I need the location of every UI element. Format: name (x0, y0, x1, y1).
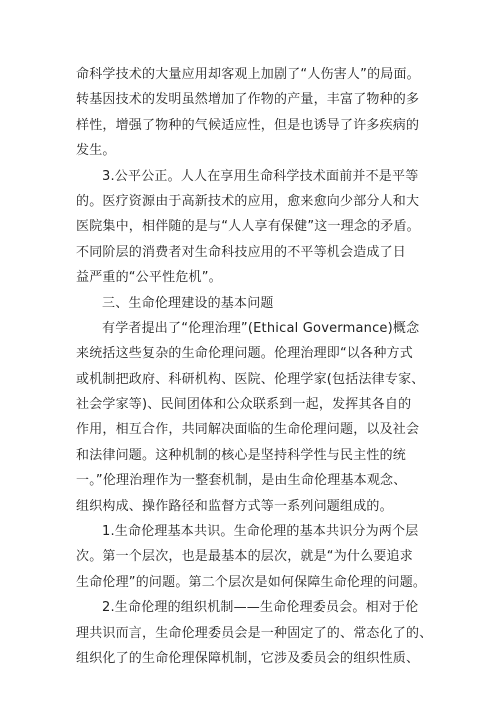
text-line: 来统括这些复杂的生命伦理问题。伦理治理即“以各种方式 (76, 346, 413, 362)
text-line: 组织化了的生命伦理保障机制，它涉及委员会的组织性质、 (76, 650, 420, 666)
paragraph-heading-fairness: 3.公平公正。人人在享用生命科学技术面前并不是平等 (102, 168, 419, 184)
text-line: 样性，增强了物种的气候适应性，但是也诱导了许多疾病的 (76, 117, 420, 133)
text-line: 生命伦理”的问题。第二个层次是如何保障生命伦理的问题。 (76, 574, 427, 590)
text-line: 有学者提出了“伦理治理”(Ethical Govermance)概念 (102, 320, 420, 336)
text-line: 的。医疗资源由于高新技术的应用，愈来愈向少部分人和大 (76, 193, 420, 209)
paragraph-heading-consensus: 1.生命伦理基本共识。生命伦理的基本共识分为两个层 (102, 524, 419, 540)
text-line: 次。第一个层次，也是最基本的层次，就是“为什么要追求 (76, 549, 413, 565)
section-heading: 三、生命伦理建设的基本问题 (102, 295, 274, 311)
text-line: 一。”伦理治理作为一整套机制，是由生命伦理基本观念、 (76, 473, 407, 489)
text-line: 组织构成、操作路径和监督方式等一系列问题组成的。 (76, 498, 393, 514)
text-line: 和法律问题。这种机制的核心是坚持科学性与民主性的统 (76, 447, 407, 463)
text-line: 转基因技术的发明虽然增加了作物的产量，丰富了物种的多 (76, 92, 420, 108)
paragraph-heading-committee: 2.生命伦理的组织机制——生命伦理委员会。相对于伦 (102, 600, 419, 616)
text-line: 命科学技术的大量应用却客观上加剧了“人伤害人”的局面。 (76, 67, 420, 82)
body-text (76, 62, 436, 671)
text-line: 或机制把政府、科研机构、医院、伦理学家(包括法律专家、 (76, 371, 425, 387)
text-line: 理共识而言，生命伦理委员会是一种固定了的、常态化了的、 (76, 625, 433, 641)
text-line: 发生。 (76, 143, 116, 159)
text-line: 不同阶层的消费者对生命科技应用的不平等机会造成了日 (76, 244, 407, 260)
text-line: 益严重的“公平性危机”。 (76, 270, 222, 286)
text-line: 作用，相互合作，共同解决面临的生命伦理问题，以及社会 (76, 422, 420, 438)
text-line: 医院集中，相伴随的是与“人人享有保健”这一理念的矛盾。 (76, 219, 420, 235)
text-line: 社会学家等)、民间团体和公众联系到一起，发挥其各自的 (76, 397, 412, 413)
